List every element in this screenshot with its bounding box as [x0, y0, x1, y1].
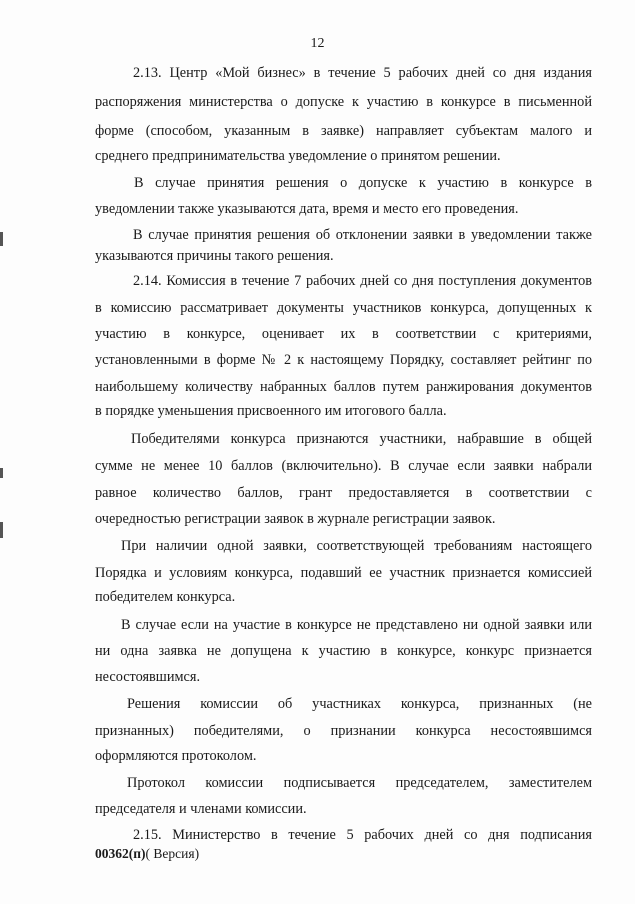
document-version: ( Версия): [145, 846, 200, 861]
text-line: Победителями конкурса признаются участники, набравшие в общей: [131, 431, 592, 447]
document-code: 00362(п): [95, 846, 146, 861]
binding-mark: [0, 522, 3, 538]
text-line: В случае если на участие в конкурсе не представлено ни одной заявки или: [121, 617, 592, 633]
text-line: указываются причины такого решения.: [95, 248, 334, 264]
text-line: В случае принятия решения о допуске к участию в конкурсе в: [134, 175, 592, 191]
text-line: Протокол комиссии подписывается председателем, заместителем: [127, 775, 592, 791]
text-line: установленными в форме № 2 к настоящему Порядку, составляет рейтинг по: [95, 352, 592, 368]
text-line: среднего предпринимательства уведомление о принятом решении.: [95, 148, 501, 164]
binding-mark: [0, 232, 3, 246]
text-line: победителем конкурса.: [95, 589, 236, 605]
document-footer: [95, 846, 199, 862]
text-line: 2.14. Комиссия в течение 7 рабочих дней со дня поступления документов: [133, 273, 592, 289]
text-line: очередностью регистрации заявок в журнале регистрации заявок.: [95, 511, 496, 527]
text-line: Порядка и условиям конкурса, подавший ее участник признается комиссией: [95, 565, 592, 581]
text-line: оформляются протоколом.: [95, 748, 257, 764]
text-line: признанных) победителями, о признании конкурса несостоявшимся: [95, 723, 592, 739]
text-line: уведомлении также указываются дата, время и место его проведения.: [95, 201, 519, 217]
text-line: участию в конкурсе, оценивает их в соответствии с критериями,: [95, 326, 592, 342]
text-line: ни одна заявка не допущена к участию в конкурсе, конкурс признается: [95, 643, 592, 659]
text-line: В случае принятия решения об отклонении заявки в уведомлении также: [133, 227, 592, 243]
text-line: в комиссию рассматривает документы участников конкурса, допущенных к: [95, 300, 592, 316]
text-line: равное количество баллов, грант предоставляется в соответствии с: [95, 485, 592, 501]
text-line: распоряжения министерства о допуске к участию в конкурсе в письменной: [95, 94, 592, 110]
text-line: несостоявшимся.: [95, 669, 201, 685]
text-line: 2.13. Центр «Мой бизнес» в течение 5 рабочих дней со дня издания: [133, 65, 592, 81]
binding-mark: [0, 468, 3, 478]
page-number: 12: [310, 36, 325, 51]
text-line: наибольшему количеству набранных баллов путем ранжирования документов: [95, 379, 592, 395]
text-line: Решения комиссии об участниках конкурса, признанных (не: [127, 696, 592, 712]
text-line: При наличии одной заявки, соответствующей требованиям настоящего: [121, 538, 592, 554]
text-line: председателя и членами комиссии.: [95, 801, 307, 817]
text-line: в порядке уменьшения присвоенного им итогового балла.: [95, 403, 447, 419]
text-line: форме (способом, указанным в заявке) направляет субъектам малого и: [95, 123, 592, 139]
text-line: 2.15. Министерство в течение 5 рабочих дней со дня подписания: [133, 827, 592, 843]
text-line: сумме не менее 10 баллов (включительно). В случае если заявки набрали: [95, 458, 592, 474]
